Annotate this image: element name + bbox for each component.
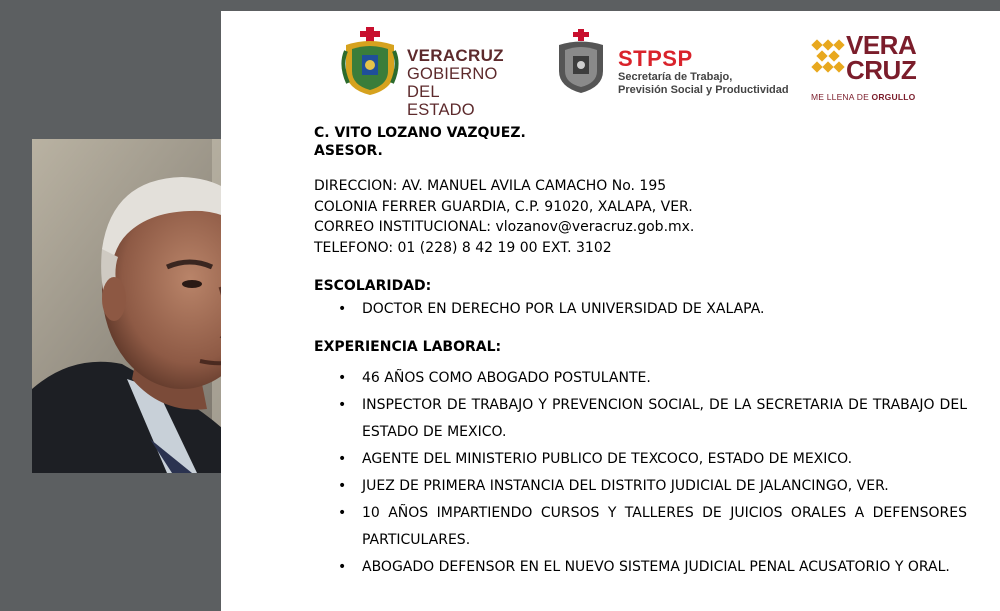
stpsp-shield-icon <box>554 29 608 95</box>
contact-block <box>314 176 967 258</box>
escolaridad-list <box>314 296 967 323</box>
list-item: • DOCTOR EN DERECHO POR LA UNIVERSIDAD DE XALAPA. <box>314 296 967 323</box>
list-item: • ABOGADO DEFENSOR EN EL NUEVO SISTEMA JUDICIAL PENAL ACUSATORIO Y ORAL. <box>314 554 967 581</box>
list-item: • 10 AÑOS IMPARTIENDO CURSOS Y TALLERES DE JUICIOS ORALES A DEFENSORES PARTICULARES. <box>314 500 967 554</box>
stpsp-subtitle-2: Previsión Social y Productividad <box>618 84 789 96</box>
escolaridad-heading: ESCOLARIDAD: <box>314 278 432 294</box>
veracruz-coat-of-arms-icon <box>340 25 400 97</box>
brand-tagline-bold: ORGULLO <box>871 92 916 102</box>
contact-phone: TELEFONO: 01 (228) 8 42 19 00 EXT. 3102 <box>314 239 612 256</box>
experiencia-list <box>314 365 967 581</box>
stpsp-logo <box>554 29 794 95</box>
brand-line-2: CRUZ <box>846 55 917 85</box>
brand-line-1: VERA <box>846 30 917 60</box>
person-name: C. VITO LOZANO VAZQUEZ. <box>314 125 526 141</box>
brand-tagline <box>811 92 915 102</box>
person-role: ASESOR. <box>314 143 383 159</box>
veracruz-brand-logo <box>811 30 931 102</box>
gobierno-line-3: DEL ESTADO <box>407 83 475 119</box>
gobierno-veracruz-logo <box>340 25 510 119</box>
stpsp-subtitle-1: Secretaría de Trabajo, <box>618 71 733 83</box>
contact-email: CORREO INSTITUCIONAL: vlozanov@veracruz.gob.mx. <box>314 219 695 235</box>
gobierno-line-1: VERACRUZ <box>407 46 504 65</box>
gobierno-line-2: GOBIERNO <box>407 65 498 83</box>
experiencia-heading: EXPERIENCIA LABORAL: <box>314 339 502 355</box>
veracruz-brand-pattern-icon <box>811 39 845 79</box>
list-item: • JUEZ DE PRIMERA INSTANCIA DEL DISTRITO JUDICIAL DE JALANCINGO, VER. <box>314 473 967 500</box>
contact-address: DIRECCION: AV. MANUEL AVILA CAMACHO No. 195 <box>314 178 667 194</box>
contact-colonia: COLONIA FERRER GUARDIA, C.P. 91020, XALAPA, VER. <box>314 198 693 215</box>
brand-tagline-prefix: ME LLENA DE <box>811 92 872 102</box>
list-item: • INSPECTOR DE TRABAJO Y PREVENCION SOCIAL, DE LA SECRETARIA DE TRABAJO DEL ESTADO DE MEXICO. <box>314 392 967 446</box>
list-item: • AGENTE DEL MINISTERIO PUBLICO DE TEXCOCO, ESTADO DE MEXICO. <box>314 446 967 473</box>
stpsp-title: STPSP <box>618 46 693 71</box>
list-item: • 46 AÑOS COMO ABOGADO POSTULANTE. <box>314 365 967 392</box>
document-page <box>221 11 1000 611</box>
cv-content <box>314 124 967 581</box>
